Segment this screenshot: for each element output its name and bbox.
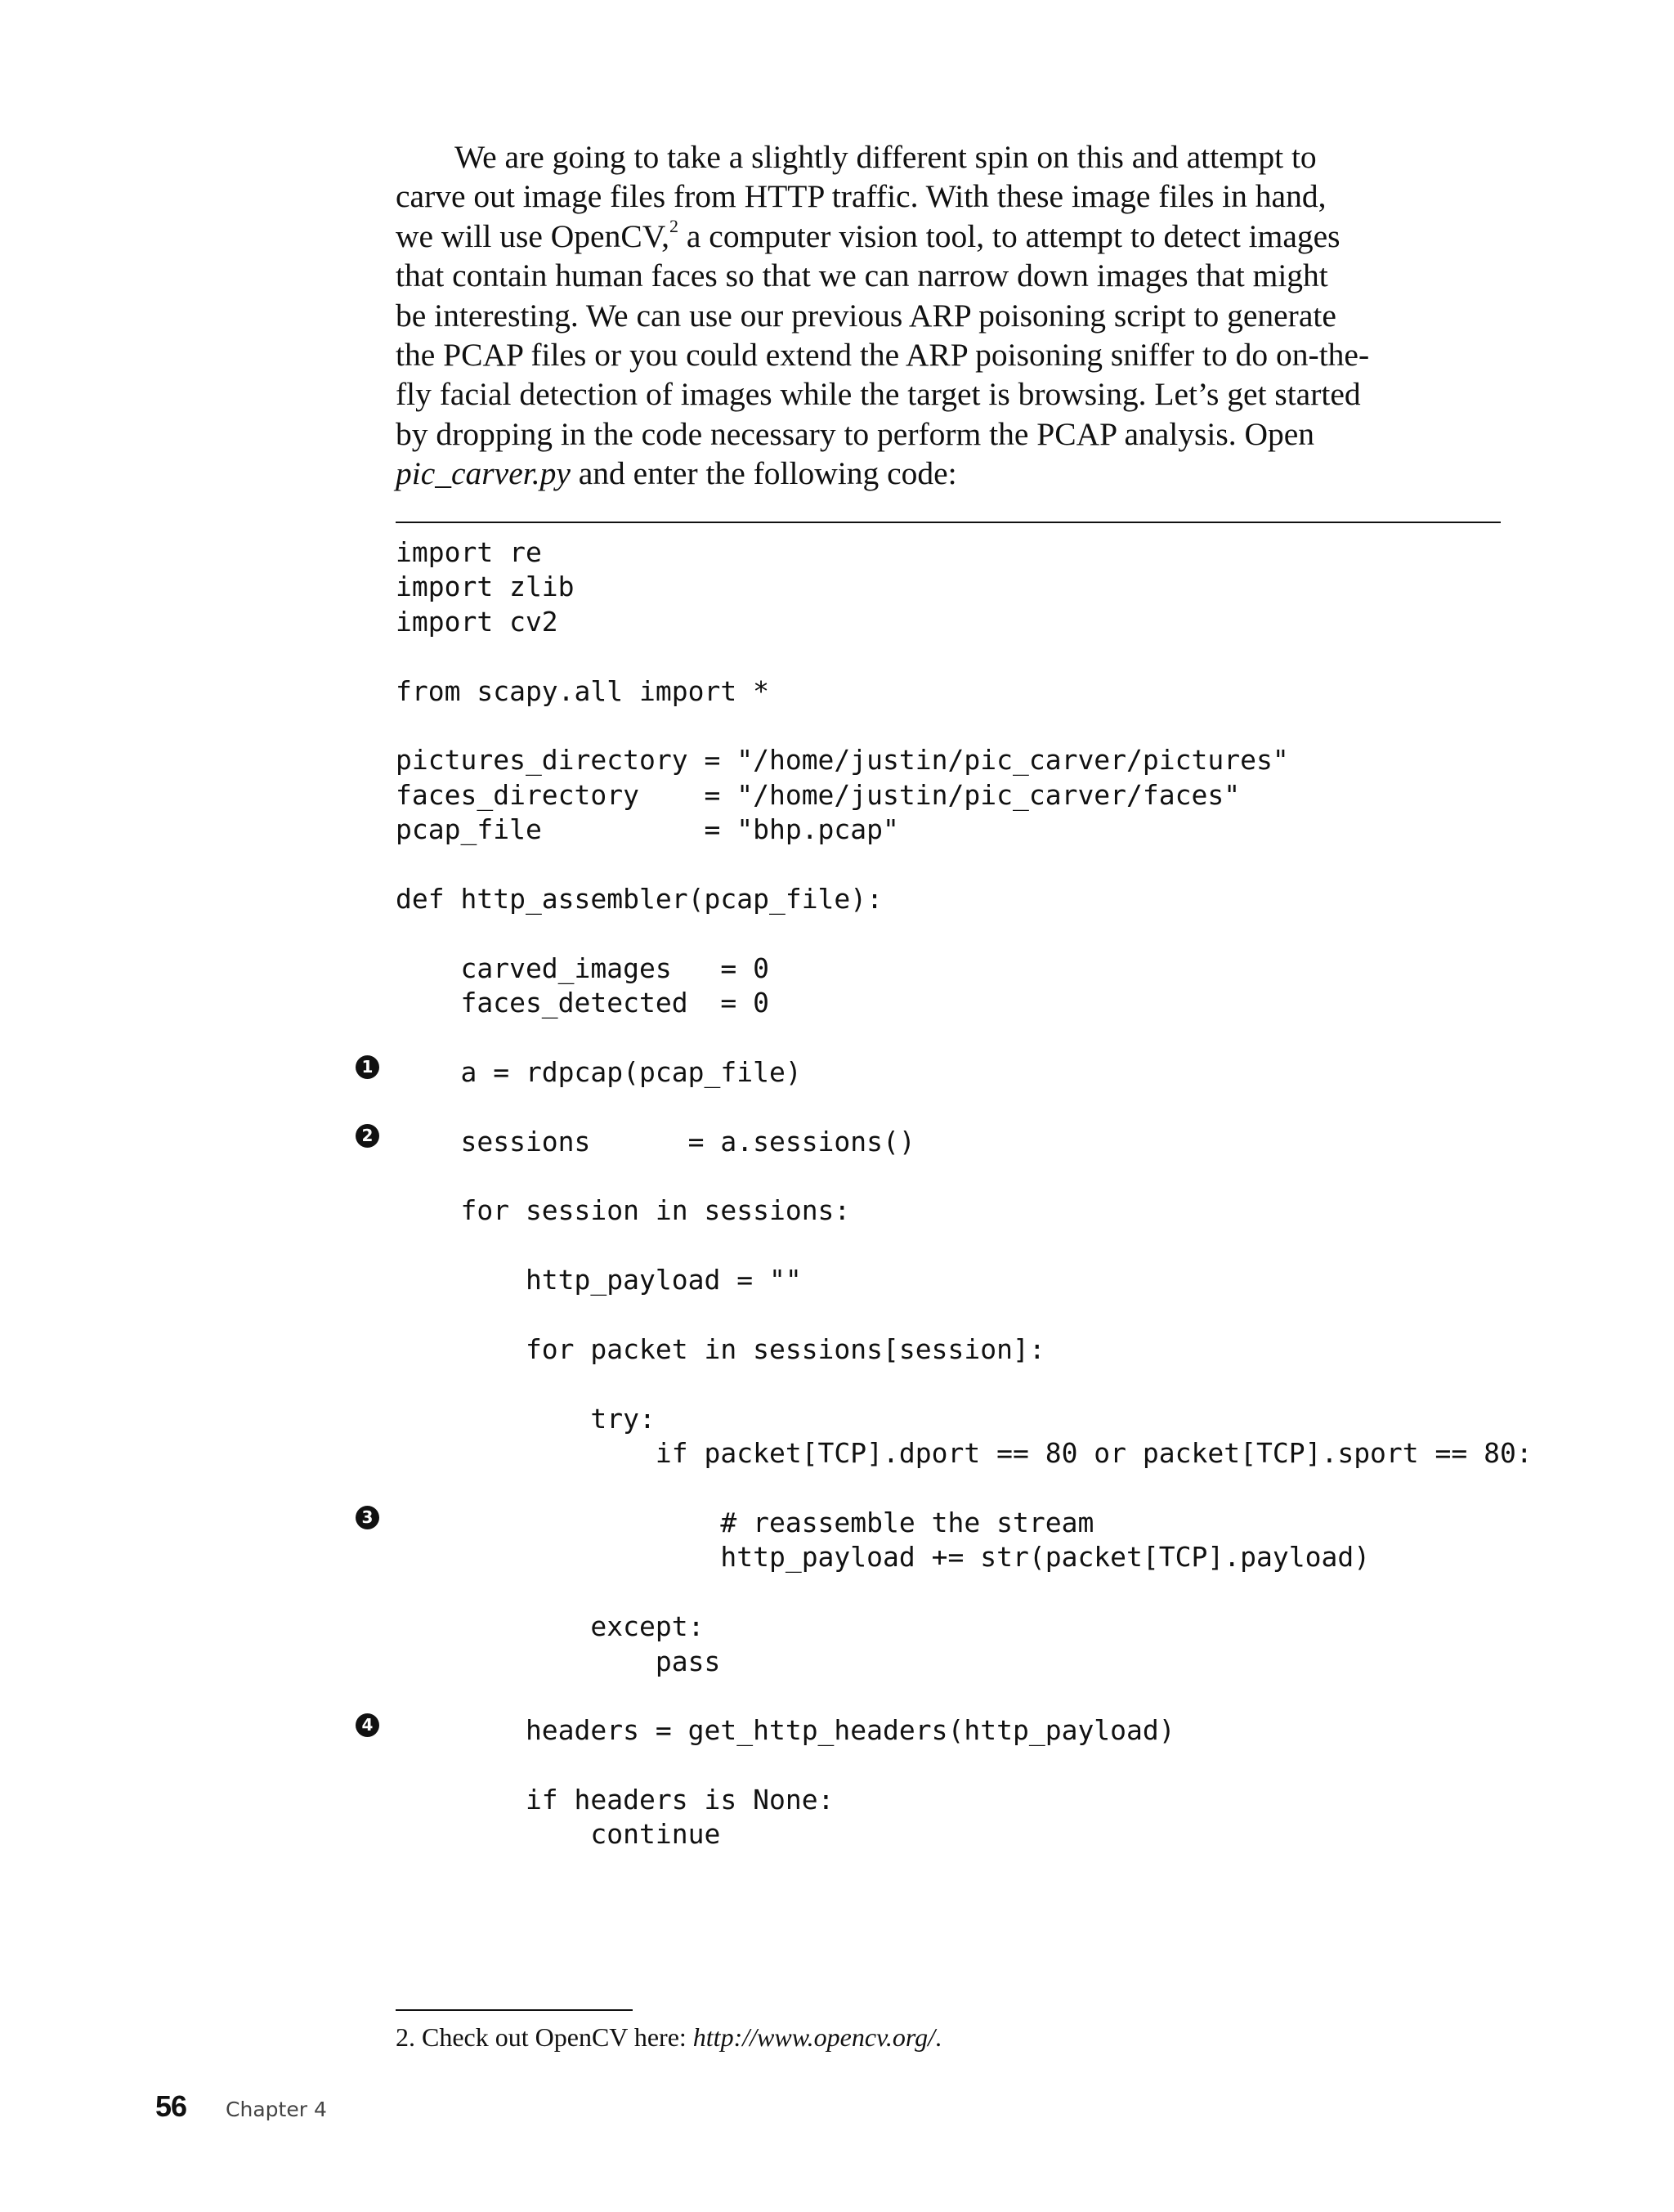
footnote-link: http://www.opencv.org/ — [692, 2022, 936, 2052]
footnote-text: 2. Check out OpenCV here: — [396, 2022, 693, 2052]
paragraph-text: a computer vision tool, to attempt to detect images — [678, 217, 1341, 254]
code-line — [396, 1298, 1533, 1332]
code-line: import zlib — [396, 571, 575, 603]
code-line: if packet[TCP].dport == 80 or packet[TCP].sport == 80: — [396, 1437, 1533, 1470]
code-line: http_payload = "" — [396, 1264, 802, 1296]
code-line — [396, 1020, 1533, 1055]
code-line — [396, 1749, 1533, 1783]
code-line: pictures_directory = "/home/justin/pic_carver/pictures" — [396, 744, 1289, 777]
code-line: def http_assembler(pcap_file): — [396, 882, 884, 915]
code-line — [396, 848, 1533, 882]
code-line: import re — [396, 536, 542, 568]
page-footer — [155, 2089, 327, 2124]
code-line: headers = get_http_headers(http_payload) — [396, 1714, 1175, 1747]
filename: pic_carver.py — [396, 455, 571, 492]
code-line: a = rdpcap(pcap_file) — [396, 1055, 802, 1088]
code-listing-rule — [396, 522, 1501, 523]
code-line: carved_images = 0 — [396, 952, 769, 984]
paragraph-line — [396, 454, 1499, 493]
chapter-label: Chapter 4 — [226, 2098, 327, 2121]
code-line: except: — [396, 1610, 705, 1643]
code-line: for session in sessions: — [396, 1194, 851, 1227]
callout-marker-1: 1 — [356, 1055, 379, 1079]
paragraph-line: that contain human faces so that we can narrow down images that might — [396, 257, 1328, 294]
paragraph-line: carve out image files from HTTP traffic. With these image files in hand, — [396, 178, 1327, 215]
paragraph-text: and enter the following code: — [570, 455, 957, 492]
code-line: continue — [396, 1818, 721, 1851]
code-line: http_payload += str(packet[TCP].payload) — [396, 1541, 1371, 1574]
footnote-reference: 2 — [669, 215, 678, 236]
code-line: if headers is None: — [396, 1784, 835, 1816]
paragraph-line: We are going to take a slightly different spin on this and attempt to — [454, 139, 1317, 175]
code-line: faces_directory = "/home/justin/pic_carver/faces" — [396, 778, 1241, 811]
code-line — [396, 1471, 1533, 1506]
code-line: sessions = a.sessions() — [396, 1125, 915, 1157]
callout-marker-2: 2 — [356, 1124, 379, 1148]
code-line — [396, 1090, 1533, 1124]
callout-marker-4: 4 — [356, 1713, 379, 1737]
paragraph-line — [396, 217, 1499, 256]
callout-marker-3: 3 — [356, 1506, 379, 1529]
footnote-end: . — [935, 2022, 942, 2052]
code-line: import cv2 — [396, 605, 558, 638]
body-paragraph — [396, 137, 1499, 494]
code-line — [396, 709, 1533, 743]
code-line — [396, 916, 1533, 951]
code-line — [396, 1679, 1533, 1713]
paragraph-line: be interesting. We can use our previous ARP poisoning script to generate — [396, 297, 1336, 334]
code-line: try: — [396, 1402, 656, 1435]
code-line: # reassemble the stream — [396, 1506, 1094, 1538]
code-line — [396, 1367, 1533, 1401]
paragraph-line: the PCAP files or you could extend the ARP poisoning sniffer to do on-the- — [396, 337, 1370, 374]
code-line — [396, 1575, 1533, 1610]
paragraph-line: by dropping in the code necessary to perform the PCAP analysis. Open — [396, 415, 1315, 452]
footnote — [396, 2021, 942, 2053]
paragraph-text: we will use OpenCV, — [396, 217, 669, 254]
code-line: for packet in sessions[session]: — [396, 1332, 1045, 1365]
footnote-rule — [396, 2009, 633, 2011]
paragraph-line: fly facial detection of images while the target is browsing. Let’s get started — [396, 376, 1361, 413]
code-line: pcap_file = "bhp.pcap" — [396, 813, 899, 846]
code-line: from scapy.all import * — [396, 674, 769, 707]
code-line — [396, 1229, 1533, 1263]
code-line — [396, 1159, 1533, 1193]
code-line: pass — [396, 1645, 721, 1677]
code-line: faces_detected = 0 — [396, 987, 769, 1019]
code-line — [396, 639, 1533, 674]
page-number: 56 — [155, 2089, 187, 2123]
code-listing — [396, 535, 1533, 1852]
